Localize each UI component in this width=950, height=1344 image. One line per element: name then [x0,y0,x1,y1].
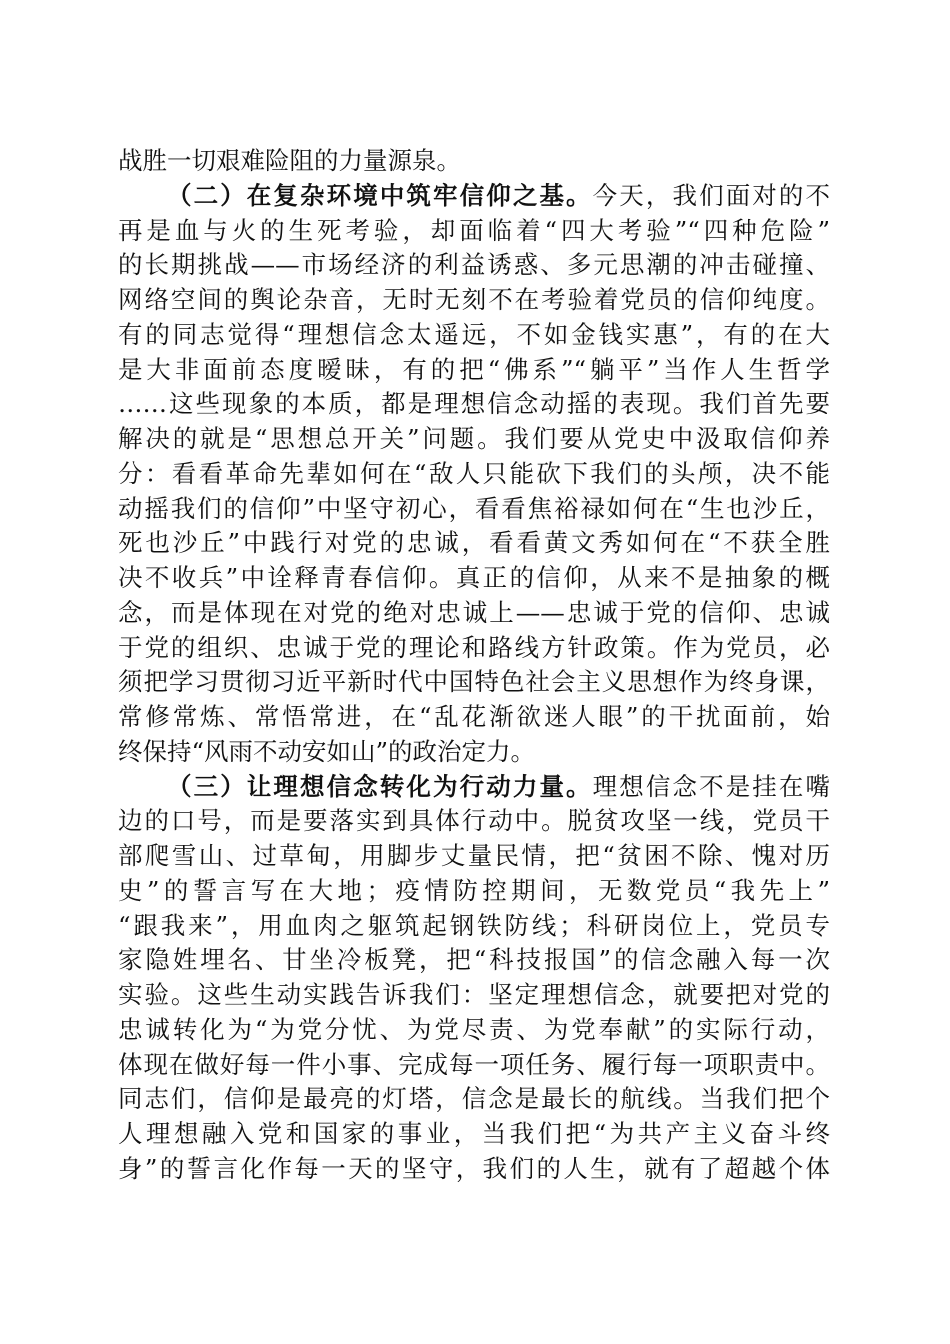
paragraph-line: 是大非面前态度暧昧，有的把“佛系”“躺平”当作人生哲学 [118,354,830,384]
paragraph-heading-line [118,770,830,805]
paragraph-line: 念，而是体现在对党的绝对忠诚上——忠诚于党的信仰、忠诚 [118,597,830,627]
paragraph-line: “跟我来”，用血肉之躯筑起钢铁防线；科研岗位上，党员专 [118,910,830,940]
paragraph-line: ……这些现象的本质，都是理想信念动摇的表现。我们首先要 [118,389,830,419]
body-text [118,144,830,1187]
paragraph-line: 分：看看革命先辈如何在“敌人只能砍下我们的头颅，决不能 [118,458,830,488]
paragraph-line: 的长期挑战——市场经济的利益诱惑、多元思潮的冲击碰撞、 [118,250,830,280]
paragraph-line: 决不收兵”中诠释青春信仰。真正的信仰，从来不是抽象的概 [118,563,830,592]
paragraph-heading-line [118,179,830,214]
paragraph-line: 部爬雪山、过草甸，用脚步丈量民情，把“贫困不除、愧对历 [118,841,830,870]
paragraph-line: 体现在做好每一件小事、完成每一项任务、履行每一项职责中。 [118,1049,830,1079]
paragraph-line: 实验。这些生动实践告诉我们：坚定理想信念，就要把对党的 [118,980,830,1009]
paragraph-line: 终保持“风雨不动安如山”的政治定力。 [118,736,536,766]
paragraph-line: 忠诚转化为“为党分忧、为党尽责、为党奉献”的实际行动， [118,1014,830,1044]
paragraph-line: 家隐姓埋名、甘坐冷板凳，把“科技报国”的信念融入每一次 [118,945,830,975]
paragraph-text: 今天，我们面对的不 [592,180,831,210]
paragraph-line: 死也沙丘”中践行对党的忠诚，看看黄文秀如何在“不获全胜 [118,528,830,558]
paragraph-line: 同志们，信仰是最亮的灯塔，信念是最长的航线。当我们把个 [118,1084,830,1114]
paragraph-line: 人理想融入党和国家的事业，当我们把“为共产主义奋斗终 [118,1119,830,1148]
paragraph-line: 于党的组织、忠诚于党的理论和路线方针政策。作为党员，必 [118,632,830,662]
paragraph-line: 须把学习贯彻习近平新时代中国特色社会主义思想作为终身课， [118,667,830,697]
paragraph-line: 再是血与火的生死考验，却面临着“四大考验”“四种危险” [118,215,830,245]
section-heading: （二）在复杂环境中筑牢信仰之基。 [167,180,593,210]
paragraph-line: 战胜一切艰难险阻的力量源泉。 [118,146,461,175]
paragraph-line: 边的口号，而是要落实到具体行动中。脱贫攻坚一线，党员干 [118,806,830,836]
paragraph-line: 动摇我们的信仰”中坚守初心，看看焦裕禄如何在“生也沙丘， [118,493,830,523]
paragraph-line: 史”的誓言写在大地；疫情防控期间，无数党员“我先上” [118,875,830,905]
paragraph-text: 理想信念不是挂在嘴 [592,771,831,801]
paragraph-line: 常修常炼、常悟常进，在“乱花渐欲迷人眼”的干扰面前，始 [118,702,830,731]
section-heading: （三）让理想信念转化为行动力量。 [167,771,593,801]
paragraph-line: 有的同志觉得“理想信念太遥远，不如金钱实惠”，有的在大 [118,319,830,349]
paragraph-line: 身”的誓言化作每一天的坚守，我们的人生，就有了超越个体 [118,1153,830,1183]
paragraph-line: 解决的就是“思想总开关”问题。我们要从党史中汲取信仰养 [118,424,830,453]
paragraph-line: 网络空间的舆论杂音，无时无刻不在考验着党员的信仰纯度。 [118,285,830,314]
